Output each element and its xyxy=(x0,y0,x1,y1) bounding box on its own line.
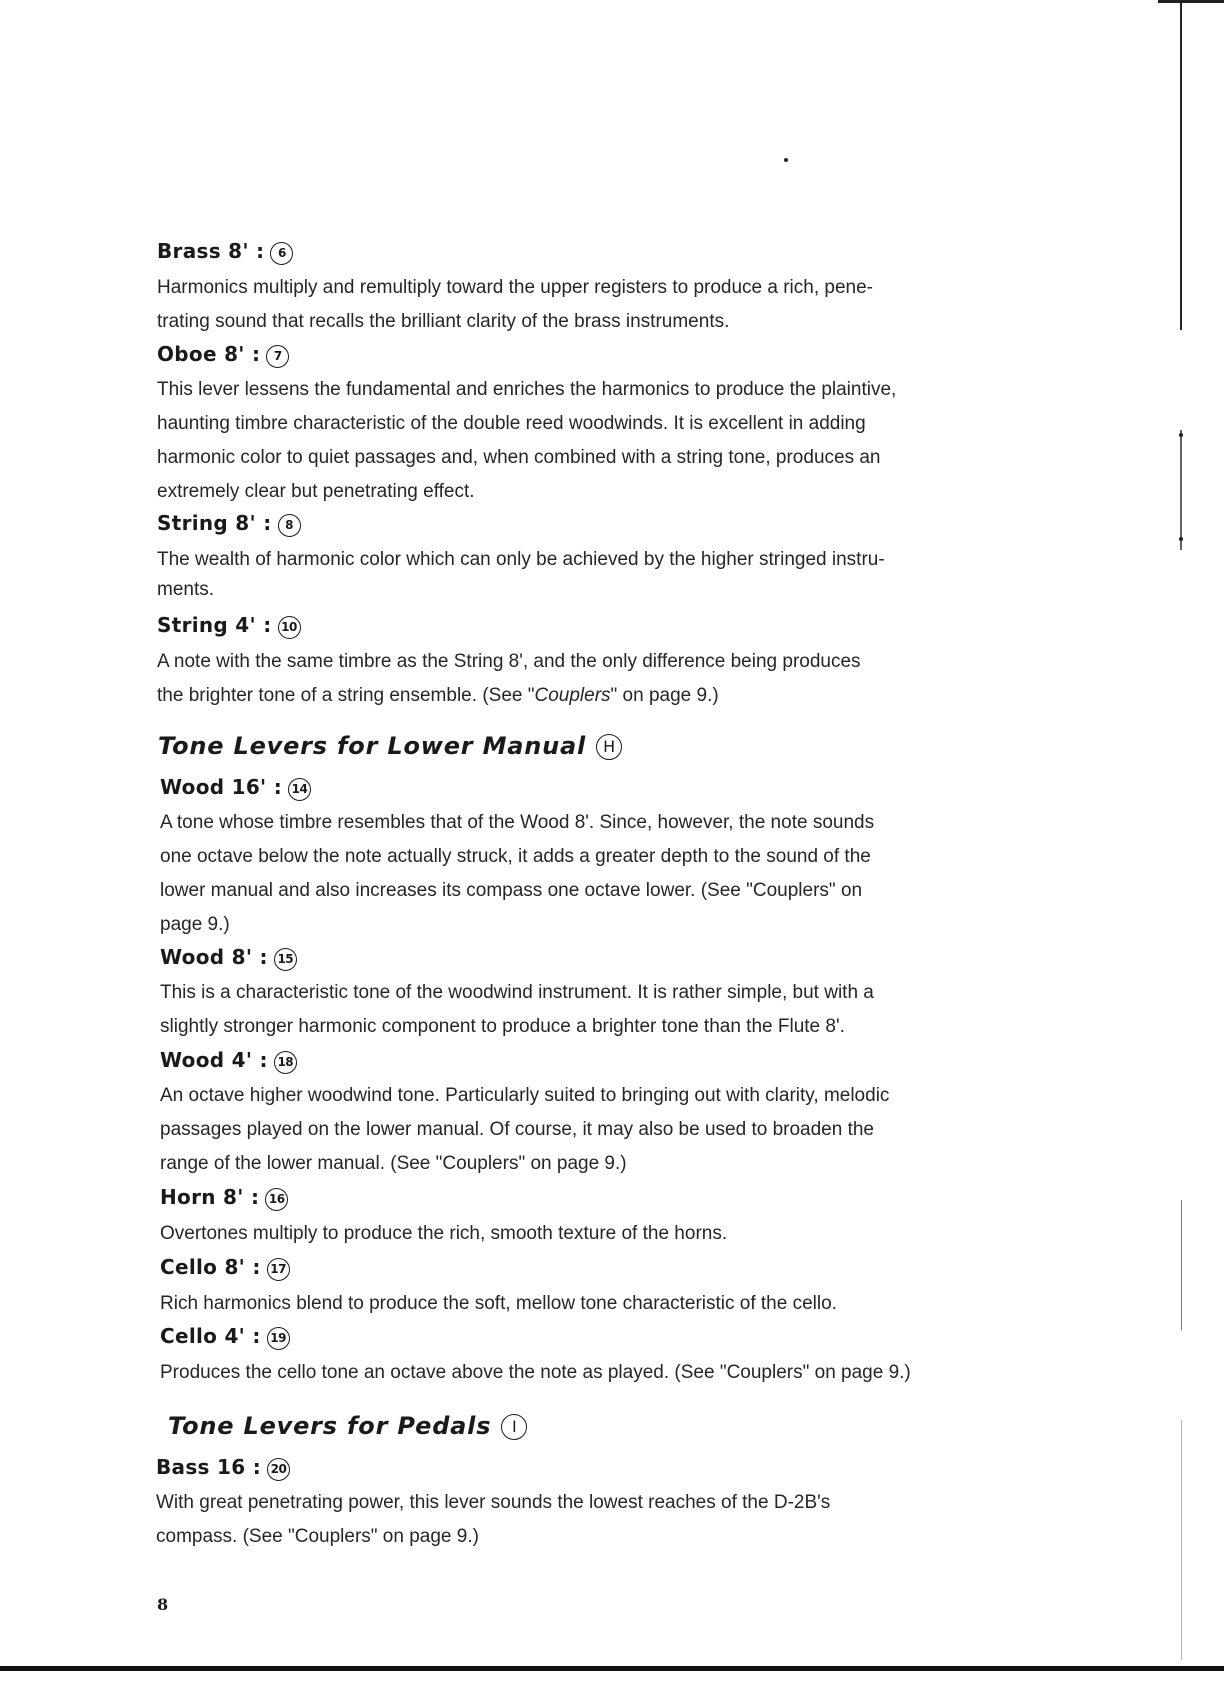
right-edge-line xyxy=(1181,1420,1182,1660)
text-line: Rich harmonics blend to produce the soft, mellow tone characteristic of the cello. xyxy=(160,1293,837,1314)
text-line: An octave higher woodwind tone. Particularly suited to bringing out with clarity, melodic xyxy=(160,1085,890,1106)
right-edge-line xyxy=(1181,1200,1182,1330)
lever-number-badge: 15 xyxy=(274,948,297,971)
entry-title-wood-16: Wood 16' : 14 xyxy=(160,774,311,801)
section-letter-badge: H xyxy=(596,734,622,760)
entry-title-wood-8: Wood 8' : 15 xyxy=(160,944,297,971)
text-line: ments. xyxy=(157,579,215,600)
entry-text-brass-8 xyxy=(157,271,983,339)
section-heading-pedals: Tone Levers for Pedals I xyxy=(168,1411,527,1441)
page-number: 8 xyxy=(157,1595,169,1614)
entry-title-oboe-8: Oboe 8' : 7 xyxy=(157,341,289,368)
text-line: haunting timbre characteristic of the double reed woodwinds. It is excellent in adding xyxy=(157,413,866,434)
entry-text-bass-16 xyxy=(156,1486,982,1554)
entry-title-string-8: String 8' : 8 xyxy=(157,510,301,537)
entry-text-string-4 xyxy=(157,645,983,713)
lever-number-badge: 6 xyxy=(270,242,293,265)
entry-text-horn-8 xyxy=(160,1217,986,1251)
entry-title-cello-8: Cello 8' : 17 xyxy=(160,1254,290,1281)
scan-speck xyxy=(1179,433,1183,437)
entry-title-wood-4: Wood 4' : 18 xyxy=(160,1047,297,1074)
text-line: With great penetrating power, this lever sounds the lowest reaches of the D-2B's xyxy=(156,1492,831,1513)
section-letter-badge: I xyxy=(501,1414,527,1440)
text-line: one octave below the note actually struck, it adds a greater depth to the sound of the xyxy=(160,846,871,867)
text-line: The wealth of harmonic color which can only be achieved by the higher stringed instru- xyxy=(157,549,885,570)
text-line: A note with the same timbre as the String 8', and the only difference being produces xyxy=(157,651,861,672)
right-edge-line xyxy=(1180,430,1182,550)
entry-title-cello-4: Cello 4' : 19 xyxy=(160,1323,290,1350)
text-line: compass. (See "Couplers" on page 9.) xyxy=(156,1526,479,1547)
entry-text-wood-4 xyxy=(160,1079,986,1181)
entry-text-wood-8 xyxy=(160,976,986,1044)
bottom-rule xyxy=(0,1666,1224,1671)
scan-speck xyxy=(1179,537,1183,541)
entry-title-string-4: String 4' : 10 xyxy=(157,612,301,639)
section-heading-lower-manual: Tone Levers for Lower Manual H xyxy=(158,731,622,761)
lever-number-badge: 8 xyxy=(278,514,301,537)
lever-number-badge: 19 xyxy=(267,1327,290,1350)
entry-text-cello-8 xyxy=(160,1287,986,1321)
entry-title-bass-16: Bass 16 : 20 xyxy=(156,1454,290,1481)
lever-number-badge: 16 xyxy=(265,1188,288,1211)
entry-title-horn-8: Horn 8' : 16 xyxy=(160,1184,288,1211)
text-line: Harmonics multiply and remultiply toward the upper registers to produce a rich, pene- xyxy=(157,277,873,298)
lever-number-badge: 17 xyxy=(267,1258,290,1281)
text-line: This is a characteristic tone of the woodwind instrument. It is rather simple, but with a xyxy=(160,982,874,1003)
text-line: extremely clear but penetrating effect. xyxy=(157,481,475,502)
see-couplers-reference: (See "Couplers" on page 9.) xyxy=(482,685,719,706)
text-line: page 9.) xyxy=(160,914,230,935)
top-right-rule xyxy=(1158,0,1224,3)
text-line: Produces the cello tone an octave above the note as played. (See "Couplers" on page 9.) xyxy=(160,1362,911,1383)
text-line: range of the lower manual. (See "Couplers" on page 9.) xyxy=(160,1153,627,1174)
text-line: trating sound that recalls the brilliant clarity of the brass instruments. xyxy=(157,311,730,332)
text-line: passages played on the lower manual. Of course, it may also be used to broaden the xyxy=(160,1119,874,1140)
text-line: slightly stronger harmonic component to produce a brighter tone than the Flute 8'. xyxy=(160,1016,845,1037)
lever-number-badge: 7 xyxy=(266,345,289,368)
entry-text-string-8 xyxy=(157,543,983,603)
lever-number-badge: 18 xyxy=(274,1051,297,1074)
entry-text-cello-4 xyxy=(160,1356,986,1390)
right-edge-line xyxy=(1180,0,1182,330)
lever-number-badge: 10 xyxy=(278,616,301,639)
lever-number-badge: 14 xyxy=(288,778,311,801)
scan-speck xyxy=(784,158,788,162)
lever-number-badge: 20 xyxy=(267,1458,290,1481)
entry-title-brass-8: Brass 8' : 6 xyxy=(157,238,293,265)
text-line: A tone whose timbre resembles that of the Wood 8'. Since, however, the note sounds xyxy=(160,812,875,833)
entry-text-oboe-8 xyxy=(157,373,983,509)
text-line: lower manual and also increases its compass one octave lower. (See "Couplers" on xyxy=(160,880,863,901)
text-line: the brighter tone of a string ensemble. (See "Couplers" on page 9.) xyxy=(157,685,719,706)
text-line: This lever lessens the fundamental and enriches the harmonics to produce the plaintive, xyxy=(157,379,897,400)
entry-text-wood-16 xyxy=(160,806,986,942)
text-line: harmonic color to quiet passages and, when combined with a string tone, produces an xyxy=(157,447,881,468)
text-line: Overtones multiply to produce the rich, smooth texture of the horns. xyxy=(160,1223,728,1244)
